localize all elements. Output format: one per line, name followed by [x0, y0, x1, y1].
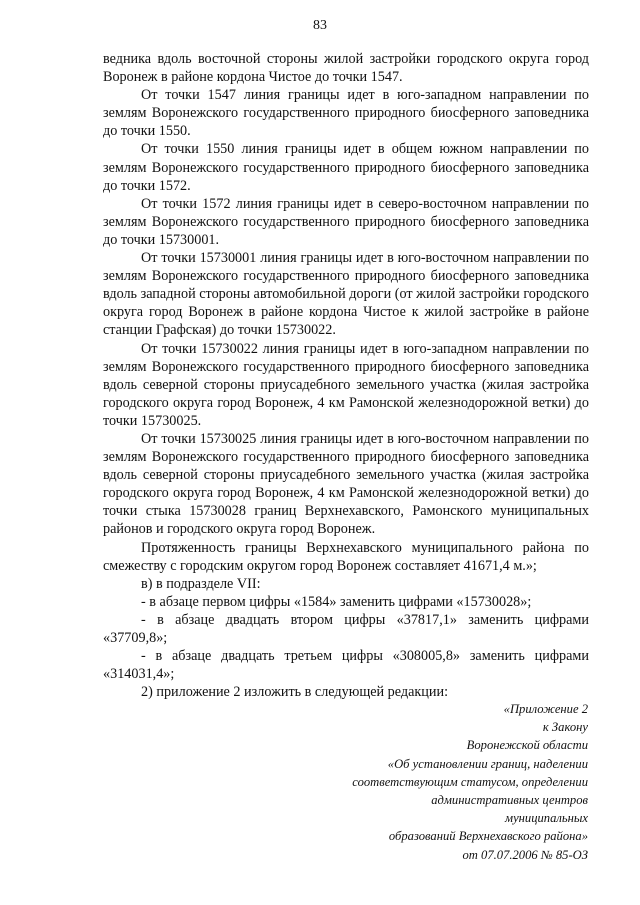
appendix-line: от 07.07.2006 № 85-ОЗ	[462, 847, 588, 862]
body-text	[103, 50, 589, 701]
appendix-line: «Приложение 2	[503, 702, 588, 716]
paragraph: От точки 1550 линия границы идет в общем южном направлении по землям Воронежского государственного природного биосферного заповедника до точки 1572.	[103, 141, 589, 194]
list-item: 2) приложение 2 изложить в следующей редакции:	[141, 684, 449, 701]
page-number: 83	[313, 18, 327, 33]
appendix-line: Воронежской области	[466, 738, 588, 753]
list-item: в) в подразделе VII:	[141, 575, 261, 592]
paragraph: От точки 15730001 линия границы идет в юго-восточном направлении по землям Воронежского государственного природного биосферного заповедника вдоль западной стороны автомобильной дороги (от жилой застройки городского округа город Воронеж в районе кордона Чистое к жилой застройке в районе станции Графская) до точки 15730022.	[103, 250, 589, 339]
appendix-line: административных центров	[431, 793, 588, 808]
paragraph: От точки 15730022 линия границы идет в юго-западном направлении по землям Воронежского государственного природного биосферного заповедника вдоль северной стороны приусадебного земельного участка (жилая застройка городского округа город Воронеж, 4 км Рамонской железнодорожной ветки) до точки 15730025.	[103, 340, 589, 429]
paragraph: Протяженность границы Верхнехавского муниципального района по смежеству с городским округом город Воронеж составляет 41671,4 м.»;	[103, 539, 589, 574]
list-item: - в абзаце двадцать втором цифры «37817,1» заменить цифрами «37709,8»;	[103, 611, 589, 646]
appendix-line: к Закону	[542, 720, 588, 735]
paragraph: ведника вдоль восточной стороны жилой застройки городского округа город Воронеж в районе кордона Чистое до точки 1547.	[103, 51, 589, 86]
appendix-header	[258, 700, 588, 864]
appendix-line: образований Верхнехавского района»	[388, 829, 588, 844]
paragraph: От точки 15730025 линия границы идет в юго-восточном направлении по землям Воронежского государственного природного биосферного заповедника вдоль северной стороны приусадебного земельного участка (жилая застройка городского округа город Воронеж, 4 км Рамонской железнодорожной ветки) до точки стыка 15730028 границ Верхнехавского, Рамонского муниципальных районов и городского округа город Воронеж.	[103, 430, 589, 538]
appendix-line: «Об установлении границ, наделении	[387, 756, 588, 771]
paragraph: От точки 1572 линия границы идет в северо-восточном направлении по землям Воронежского государственного природного биосферного заповедника до точки 15730001.	[103, 195, 589, 248]
paragraph: От точки 1547 линия границы идет в юго-западном направлении по землям Воронежского государственного природного биосферного заповедника до точки 1550.	[103, 87, 589, 140]
list-item: - в абзаце первом цифры «1584» заменить цифрами «15730028»;	[141, 593, 532, 610]
appendix-line: соответствующим статусом, определении	[352, 774, 588, 789]
appendix-line: муниципальных	[505, 811, 588, 826]
list-item: - в абзаце двадцать третьем цифры «308005,8» заменить цифрами «314031,4»;	[103, 648, 589, 683]
